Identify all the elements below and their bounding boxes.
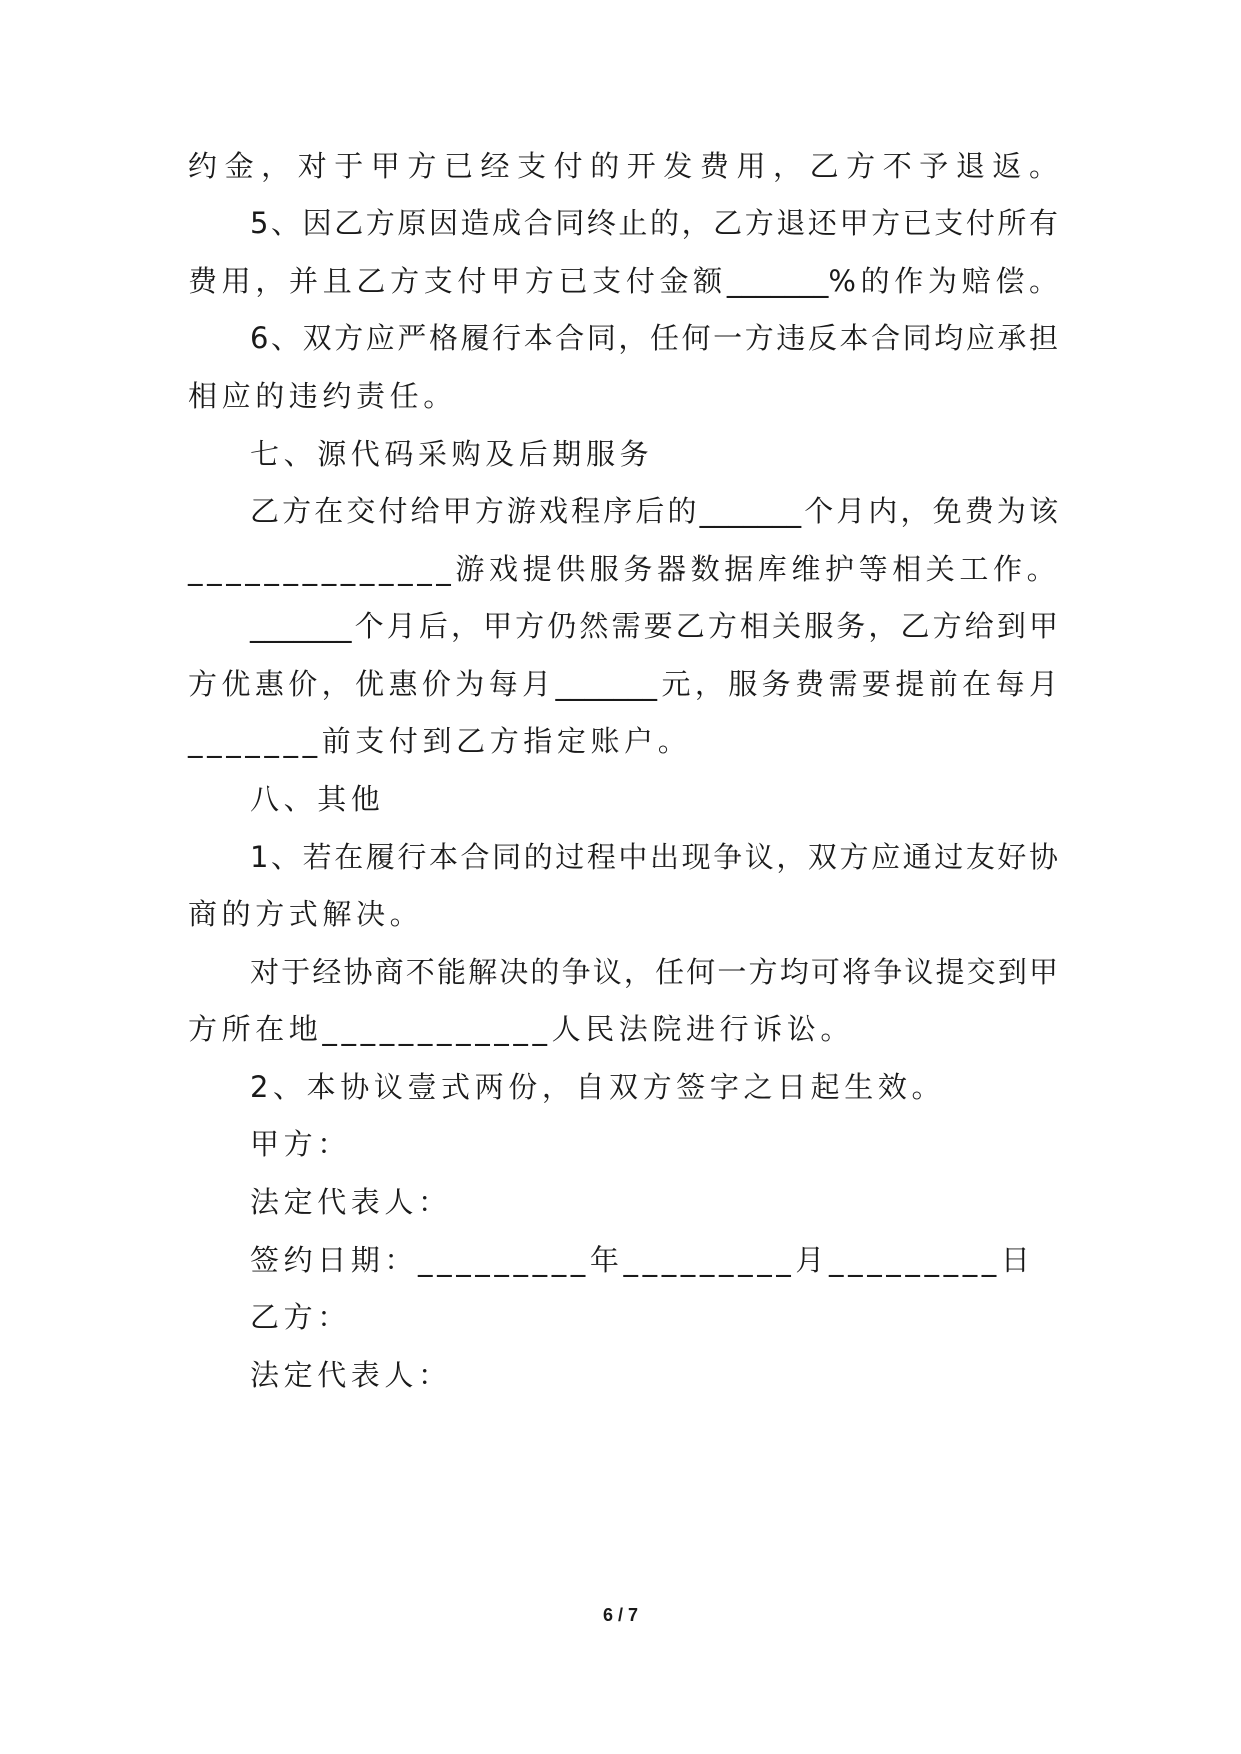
signature-representative-a: 法定代表人：: [250, 1185, 452, 1219]
text-line: 费用，并且乙方支付甲方已支付金额_______%的作为赔偿。: [188, 264, 1058, 298]
section-heading: 七、源代码采购及后期服务: [250, 437, 654, 471]
signature-date: 签约日期：_________年_________月_________日: [250, 1243, 1035, 1277]
signature-representative-b: 法定代表人：: [250, 1358, 452, 1392]
text-line: 对于经协商不能解决的争议，任何一方均可将争议提交到甲: [250, 955, 1058, 989]
text-line: 乙方在交付给甲方游戏程序后的_______个月内，免费为该: [250, 494, 1058, 528]
text-line: 约金，对于甲方已经支付的开发费用，乙方不予退返。: [188, 149, 1058, 183]
signature-party-b: 乙方：: [250, 1300, 351, 1334]
text-line: 1、若在履行本合同的过程中出现争议，双方应通过友好协: [250, 840, 1058, 874]
text-line: _______前支付到乙方指定账户。: [188, 724, 692, 758]
text-line: 商的方式解决。: [188, 897, 424, 931]
text-line: 方优惠价，优惠价为每月_______元，服务费需要提前在每月: [188, 667, 1058, 701]
section-heading: 八、其他: [250, 782, 385, 816]
text-line: ______________游戏提供服务器数据库维护等相关工作。: [188, 552, 1061, 586]
text-line: 方所在地____________人民法院进行诉讼。: [188, 1012, 855, 1046]
text-line: 6、双方应严格履行本合同，任何一方违反本合同均应承担: [250, 321, 1058, 355]
text-line: 2、本协议壹式两份，自双方签字之日起生效。: [250, 1070, 946, 1104]
page-number: 6 / 7: [602, 1605, 639, 1625]
text-line: 相应的违约责任。: [188, 379, 457, 413]
text-line: _______个月后，甲方仍然需要乙方相关服务，乙方给到甲: [250, 609, 1058, 643]
text-line: 5、因乙方原因造成合同终止的，乙方退还甲方已支付所有: [250, 206, 1058, 240]
signature-party-a: 甲方：: [250, 1127, 351, 1161]
